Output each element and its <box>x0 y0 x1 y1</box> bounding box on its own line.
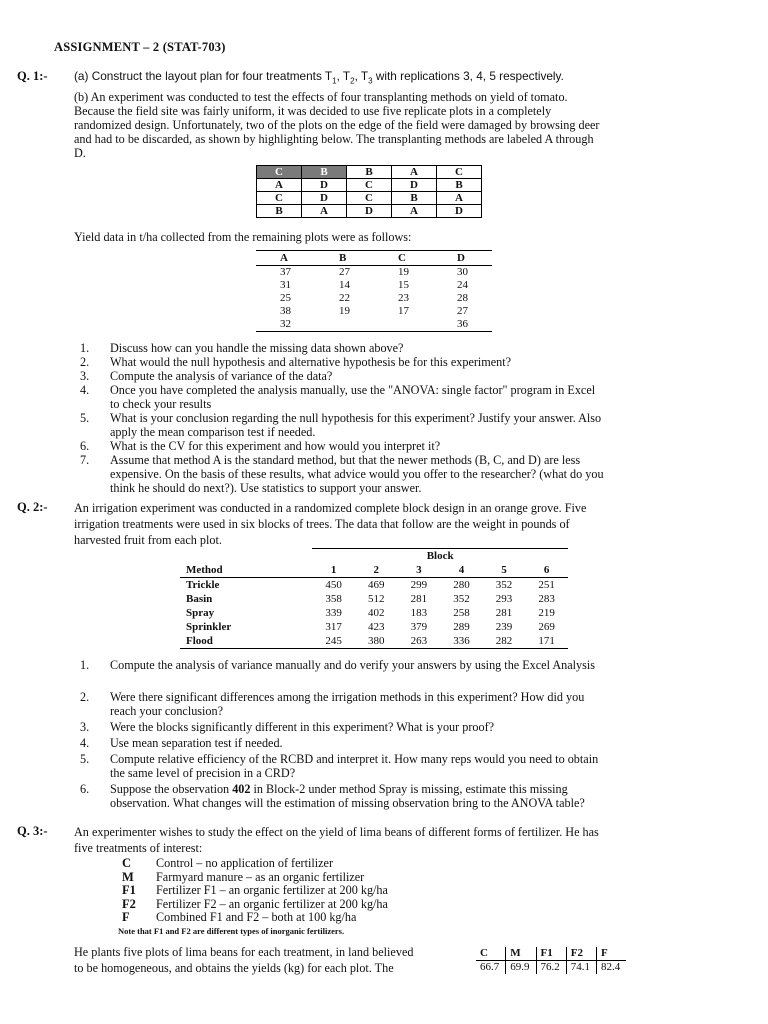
irrigation-value: 263 <box>398 634 441 649</box>
layout-cell: D <box>302 179 347 192</box>
treatment-desc: Combined F1 and F2 – both at 100 kg/ha <box>156 910 357 924</box>
question-number: 1. <box>80 341 90 355</box>
yield-cell: 38 <box>280 305 291 317</box>
yield-cell <box>315 318 374 332</box>
yield-cell: 30 <box>457 266 468 278</box>
yield-cell: 37 <box>280 266 291 278</box>
irrigation-value: 283 <box>538 593 555 605</box>
method-name: Sprinkler <box>186 621 232 633</box>
question-number: 4. <box>80 736 90 750</box>
irrigation-value: 336 <box>440 634 483 649</box>
question-number: 2. <box>80 690 90 704</box>
yield-row <box>256 305 492 318</box>
block-number: 4 <box>440 563 483 578</box>
layout-cell: D <box>392 179 437 192</box>
q2-intro-line: harvested fruit from each plot. <box>74 533 222 547</box>
yield-cell: 31 <box>280 279 291 291</box>
layout-row <box>257 205 482 218</box>
question-text: What would the null hypothesis and alternative hypothesis be for this experiment? <box>110 355 512 369</box>
layout-cell: D <box>347 205 392 218</box>
layout-cell: C <box>257 192 302 205</box>
method-name: Flood <box>180 634 312 649</box>
q3-closing-line: to be homogeneous, and obtains the yields (kg) for each plot. The <box>74 961 394 975</box>
layout-cell-damaged: B <box>302 166 347 179</box>
irrigation-value: 339 <box>325 607 342 619</box>
irrigation-block-header-row <box>180 549 568 564</box>
question-text: Compute the analysis of variance manually and do verify your answers by using the Excel Analysis <box>110 658 596 672</box>
question-text: Compute the analysis of variance of the data? <box>110 369 333 383</box>
q1-question <box>80 383 680 411</box>
yield-cell: 22 <box>339 292 350 304</box>
question-text: Discuss how can you handle the missing data shown above? <box>110 341 404 355</box>
question-text: Compute relative efficiency of the RCBD and interpret it. How many reps would you need to obtain <box>110 752 599 766</box>
blank-cell <box>180 549 312 564</box>
irrigation-row <box>180 606 568 620</box>
lima-header: F <box>597 947 627 961</box>
q1-part-a-suffix: with replications 3, 4, 5 respectively. <box>372 69 564 83</box>
q2-question <box>80 720 680 734</box>
layout-row <box>257 166 482 179</box>
yield-cell: 24 <box>457 279 468 291</box>
irrigation-value: 280 <box>453 579 470 591</box>
yield-cell: 27 <box>457 305 468 317</box>
q1-part-a-prefix: (a) Construct the layout plan for four treatments T <box>74 69 333 83</box>
irrigation-value: 352 <box>495 579 513 591</box>
treatment-desc: Control – no application of fertilizer <box>156 856 334 870</box>
question-text: the same level of precision in a CRD? <box>110 766 296 780</box>
treatment-code: M <box>122 869 134 884</box>
question-number: 6. <box>80 782 90 796</box>
q1-question <box>80 355 680 369</box>
irrigation-value: 450 <box>325 579 342 591</box>
q6-highlight-value: 402 <box>232 782 251 796</box>
layout-row <box>257 179 482 192</box>
lima-header: F1 <box>536 947 566 961</box>
q3-intro-line: five treatments of interest: <box>74 841 203 855</box>
q3-label: Q. 3:- <box>17 824 48 838</box>
treatment-desc: Fertilizer F2 – an organic fertilizer at 200 kg/ha <box>156 896 388 911</box>
q1-question <box>80 411 680 439</box>
irrigation-value: 281 <box>495 607 513 619</box>
q3-closing <box>74 944 474 976</box>
layout-cell: C <box>347 179 392 192</box>
block-number: 5 <box>483 563 526 578</box>
method-name: Spray <box>186 607 215 619</box>
irrigation-row <box>180 620 568 634</box>
yield-cell: 36 <box>433 318 492 332</box>
block-header: Block <box>312 549 568 564</box>
q1-question <box>80 369 680 383</box>
yield-cell: 14 <box>339 279 350 291</box>
q3-intro-line: An experimenter wishes to study the effect on the yield of lima beans of different forms of fertilizer. He has <box>74 825 599 839</box>
question-number: 3. <box>80 720 90 734</box>
irrigation-table <box>180 548 568 649</box>
irrigation-value: 380 <box>355 634 398 649</box>
irrigation-value: 299 <box>410 579 428 591</box>
question-text: Use mean separation test if needed. <box>110 736 283 750</box>
lima-value: 74.1 <box>566 961 596 975</box>
question-text: think he should do next?). Use statistics to support your answer. <box>110 481 422 495</box>
q3-closing-line: He plants five plots of lima beans for each treatment, in land believed <box>74 945 414 959</box>
yield-header: D <box>433 251 492 266</box>
layout-row <box>257 192 482 205</box>
question-number: 6. <box>80 439 90 453</box>
irrigation-value: 289 <box>453 621 470 633</box>
irrigation-value: 469 <box>367 579 385 591</box>
yield-cell: 32 <box>256 318 315 332</box>
q2-question <box>80 658 680 672</box>
lima-value-row <box>476 961 626 975</box>
question-number: 7. <box>80 453 90 467</box>
irrigation-value: 317 <box>325 621 342 633</box>
method-header: Method <box>180 563 312 578</box>
lima-yield-table <box>476 947 626 974</box>
yield-cell <box>374 318 433 332</box>
lima-value: 66.7 <box>476 961 506 975</box>
question-text: What is your conclusion regarding the null hypothesis for this experiment? Justify your answer. Also <box>110 411 602 425</box>
yield-cell: 17 <box>398 305 409 317</box>
q2-intro-line: An irrigation experiment was conducted in a randomized complete block design in an orange grove. Five <box>74 501 587 515</box>
method-name: Basin <box>186 593 213 605</box>
question-text: expensive. On the basis of these results, what advice would you offer to the researcher? (what do you <box>110 467 604 481</box>
irrigation-value: 183 <box>410 607 428 619</box>
yield-intro: Yield data in t/ha collected from the remaining plots were as follows: <box>74 230 412 244</box>
yield-table <box>256 250 492 332</box>
lima-value: 69.9 <box>506 961 536 975</box>
q2-intro <box>74 500 674 548</box>
layout-cell: A <box>437 192 482 205</box>
treatment-desc: Fertilizer F1 – an organic fertilizer at 200 kg/ha <box>156 883 388 897</box>
q3-intro <box>74 824 674 856</box>
treatment-code: F <box>122 910 130 924</box>
treatment-code: C <box>122 856 132 870</box>
treatment-code: F2 <box>122 896 136 911</box>
irrigation-value: 402 <box>367 607 385 619</box>
lima-value: 82.4 <box>601 961 621 973</box>
yield-header-row <box>256 251 492 266</box>
q1-label: Q. 1:- <box>17 69 48 83</box>
question-text: Assume that method A is the standard method, but that the newer methods (B, C, and D) are less <box>110 453 581 467</box>
q2-question-1 <box>80 658 680 672</box>
irrigation-value: 251 <box>538 579 555 591</box>
layout-cell: A <box>392 205 437 218</box>
yield-cell: 15 <box>398 279 409 291</box>
irrigation-row <box>180 578 568 593</box>
q1-part-b-line: Because the field site was fairly uniform, it was decided to use five replicate plots in a completely <box>74 104 552 118</box>
block-number: 1 <box>312 563 355 578</box>
q1-part-b <box>74 90 674 160</box>
q2-question <box>80 736 680 750</box>
layout-cell: A <box>392 166 437 179</box>
question-text: What is the CV for this experiment and how would you interpret it? <box>110 439 441 453</box>
question-number: 3. <box>80 369 90 383</box>
irrigation-value: 219 <box>538 607 555 619</box>
layout-cell: D <box>437 205 482 218</box>
q2-question <box>80 752 680 780</box>
question-text: Were the blocks significantly different in this experiment? What is your proof? <box>110 720 495 734</box>
layout-cell: B <box>392 192 437 205</box>
field-layout-grid <box>256 165 482 218</box>
lima-header-row <box>476 947 626 961</box>
question-text: to check your results <box>110 397 212 411</box>
irrigation-value: 358 <box>325 593 342 605</box>
layout-cell: D <box>302 192 347 205</box>
irrigation-value: 171 <box>525 634 568 649</box>
q1-part-b-line: (b) An experiment was conducted to test the effects of four transplanting methods on yield of tomato. <box>74 90 568 104</box>
irrigation-value: 258 <box>453 607 470 619</box>
yield-cell: 19 <box>339 305 350 317</box>
q6-text-pre: Suppose the observation <box>110 782 233 796</box>
yield-cell: 23 <box>398 292 409 304</box>
q2-label: Q. 2:- <box>17 500 48 514</box>
yield-row <box>256 266 492 280</box>
fertilizer-note: Note that F1 and F2 are different types of inorganic fertilizers. <box>118 926 345 936</box>
q1-part-b-line: D. <box>74 146 86 160</box>
layout-cell: A <box>302 205 347 218</box>
irrigation-value: 379 <box>410 621 428 633</box>
question-text: reach your conclusion? <box>110 704 224 718</box>
q2-question-list <box>80 690 680 810</box>
method-name: Trickle <box>186 579 220 591</box>
q2-intro-line: irrigation treatments were used in six blocks of trees. The data that follow are the weight in pounds of <box>74 517 570 531</box>
yield-row <box>256 318 492 332</box>
irrigation-value: 512 <box>367 593 385 605</box>
question-text <box>110 782 680 796</box>
irrigation-value: 281 <box>410 593 428 605</box>
irrigation-value: 352 <box>453 593 470 605</box>
yield-cell: 25 <box>280 292 291 304</box>
lima-header: F2 <box>566 947 596 961</box>
yield-cell: 19 <box>398 266 409 278</box>
treatment-code: F1 <box>122 883 136 897</box>
q1-part-a: (a) Construct the layout plan for four treatments $T_1$, $T_2$, $T_3$ with replications 3, 4, 5 respectively. <box>74 69 564 86</box>
q1-part-b-line: randomized design. Unfortunately, two of the plots on the edge of the field were damaged by browsing deer <box>74 118 600 132</box>
q6-text-post: in Block-2 under method Spray is missing, estimate this missing <box>250 782 568 796</box>
question-text: Once you have completed the analysis manually, use the "ANOVA: single factor" program in Excel <box>110 383 596 397</box>
question-number: 2. <box>80 355 90 369</box>
q1-question <box>80 341 680 355</box>
q2-question <box>80 782 680 810</box>
q1-question-list <box>80 341 680 495</box>
lima-value: 76.2 <box>536 961 566 975</box>
q1-question <box>80 439 680 453</box>
layout-cell: C <box>437 166 482 179</box>
layout-cell: B <box>257 205 302 218</box>
yield-header: C <box>374 251 433 266</box>
question-number: 5. <box>80 411 90 425</box>
question-text: observation. What changes will the estimation of missing observation bring to the ANOVA table? <box>110 796 585 810</box>
question-number: 1. <box>80 658 90 672</box>
question-text: Were there significant differences among the irrigation methods in this experiment? How did you <box>110 690 585 704</box>
yield-header: A <box>256 251 315 266</box>
q1-question <box>80 453 680 495</box>
irrigation-value: 282 <box>483 634 526 649</box>
yield-row <box>256 279 492 292</box>
question-number: 4. <box>80 383 90 397</box>
yield-cell: 27 <box>339 266 350 278</box>
irrigation-row <box>180 592 568 606</box>
lima-header: C <box>476 947 506 961</box>
q2-question <box>80 690 680 718</box>
irrigation-value: 423 <box>367 621 385 633</box>
q1-part-b-line: and had to be discarded, as shown by highlighting below. The transplanting methods are labeled A through <box>74 132 594 146</box>
block-number: 2 <box>355 563 398 578</box>
page-title: ASSIGNMENT – 2 (STAT-703) <box>54 40 226 54</box>
layout-cell-damaged: C <box>257 166 302 179</box>
block-number: 3 <box>398 563 441 578</box>
layout-cell: C <box>347 192 392 205</box>
irrigation-value: 293 <box>495 593 513 605</box>
question-number: 5. <box>80 752 90 766</box>
question-text: apply the mean comparison test if needed. <box>110 425 316 439</box>
layout-cell: A <box>257 179 302 192</box>
irrigation-column-header-row <box>180 563 568 578</box>
yield-cell: 28 <box>457 292 468 304</box>
layout-cell: B <box>347 166 392 179</box>
treatment-desc: Farmyard manure – as an organic fertilizer <box>156 869 365 884</box>
irrigation-value: 239 <box>495 621 513 633</box>
irrigation-value: 245 <box>312 634 355 649</box>
block-number: 6 <box>525 563 568 578</box>
lima-header: M <box>506 947 536 961</box>
layout-cell: B <box>437 179 482 192</box>
irrigation-row <box>180 634 568 649</box>
yield-header: B <box>315 251 374 266</box>
yield-row <box>256 292 492 305</box>
irrigation-value: 269 <box>538 621 555 633</box>
